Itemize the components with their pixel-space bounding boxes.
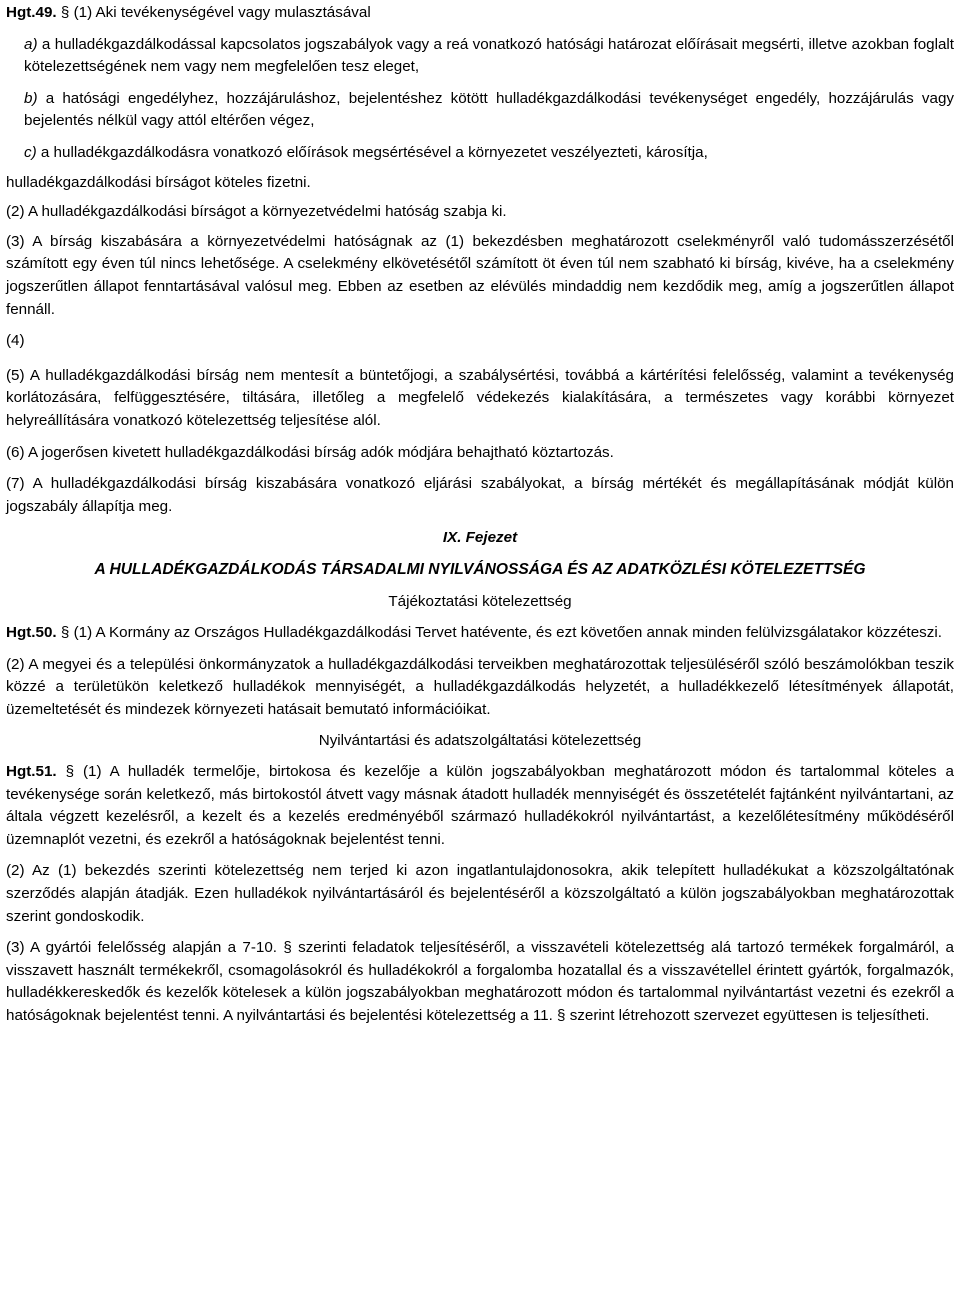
paragraph-1-tail: hulladékgazdálkodási bírságot köteles fizetni. [6, 173, 311, 191]
section-label: Hgt.50. [6, 624, 57, 642]
paragraph-text: (1) Aki tevékenységével vagy mulasztásával [73, 4, 371, 21]
paragraph-7: (7) A hulladékgazdálkodási bírság kiszabására vonatkozó eljárási szabályokat, a bírság mértékét és megállapításának módját külön jogszabály állapítja meg. [6, 475, 954, 515]
section-label: Hgt.49. [6, 4, 57, 21]
section-symbol: § [65, 763, 75, 781]
section-49-heading [6, 2, 954, 25]
point-text: a hatósági engedélyhez, hozzájáruláshoz, bejelentéshez kötött hulladékgazdálkodási tevékenységet engedély, hozzájárulás vagy bejelentés nélkül vagy attól eltérően végez, [24, 89, 954, 130]
paragraph-5: (5) A hulladékgazdálkodási bírság nem mentesít a büntetőjogi, a szabálysértési, továbbá a kártérítési felelősség, valamint a tevékenység korlátozására, felfüggesztésére, tiltására, illetőleg a megfelelő védekezés kialakítására, a természetes vagy korábbi környezet helyreállítására vonatkozó kötelezettség teljesítése alól. [6, 366, 954, 429]
point-letter: b) [24, 89, 38, 107]
chapter-title: A HULLADÉKGAZDÁLKODÁS TÁRSADALMI NYILVÁNOSSÁGA ÉS AZ ADATKÖZLÉSI KÖTELEZETTSÉG [94, 560, 866, 578]
paragraph-2: (2) A hulladékgazdálkodási bírságot a környezetvédelmi hatóság szabja ki. [6, 203, 507, 221]
point-a [6, 34, 954, 79]
section-50-paragraph-2: (2) A megyei és a települési önkormányzatok a hulladékgazdálkodási terveikben meghatározottak teljesüléséről szóló beszámolókban teszik közzé a területükön keletkező hulladékok mennyiségét, a hulladékgazdálkodás helyzetét, a hulladékkezelő létesítmények állapotát, üzemeltetését és mindezek környezeti hatásait bemutató információikat. [6, 655, 954, 718]
paragraph-text: (1) A Kormány az Országos Hulladékgazdálkodási Tervet hatévente, és ezt követően annak minden felülvizsgálatakor közzéteszi. [73, 624, 942, 642]
chapter-subtitle: Tájékoztatási kötelezettség [388, 593, 572, 611]
point-text: a hulladékgazdálkodással kapcsolatos jogszabályok vagy a reá vonatkozó hatósági határozat előírásait megsérti, illetve azokban foglalt kötelezettségének nem vagy nem megfelelően tesz eleget, [24, 35, 954, 76]
paragraph-text: (1) A hulladék termelője, birtokosa és kezelője a külön jogszabályokban meghatározott módon és tartalommal köteles a tevékenysége során keletkező, más birtokostól átvett vagy másnak átadott hulladék mennyiségét és összetételét fajtánként nyilvántartani, az általa végzett kezelésről, a kezelt és a kezelés eredményéből származó hulladékokról nyilvántartást, a kezelőlétesítmény működéséről üzemnaplót vezetni, és ezekről a hatóságoknak bejelentést tenni. [6, 763, 954, 848]
point-text: a hulladékgazdálkodásra vonatkozó előírások megsértésével a környezetet veszélyezteti, károsítja, [40, 143, 708, 161]
section-51-paragraph-3: (3) A gyártói felelősség alapján a 7-10. § szerinti feladatok teljesítéséről, a visszavételi kötelezettség alá tartozó termékek forgalmáról, a visszavett használt termékekről, csomagolásokról és hulladékokról a forgalomba hozatallal és a visszavétellel érintett gyártók, forgalmazók, hulladékkereskedők és kezelők kötelesek a külön jogszabályokban meghatározott módon és tartalommal nyilvántartást vezetni és ezekről a hatóságoknak bejelentést tenni. A nyilvántartási és bejelentési kötelezettség a 11. § szerint létrehozott szervezet együttesen is teljesítheti. [6, 939, 954, 1024]
paragraph-4: (4) [6, 332, 25, 350]
section-51-paragraph-2: (2) Az (1) bekezdés szerinti kötelezettség nem terjed ki azon ingatlantulajdonosokra, akik telepített hulladékukat a közszolgáltatónak szerződés alapján átadják. Ezen hulladékok nyilvántartásáról és bejelentéséről a közszolgáltató a külön jogszabályokban meghatározottak szerint gondoskodik. [6, 862, 954, 925]
section-symbol: § [60, 4, 70, 21]
section-51-paragraph-1 [6, 761, 954, 851]
point-letter: a) [24, 35, 38, 53]
point-letter: c) [24, 143, 37, 161]
paragraph-6: (6) A jogerősen kivetett hulladékgazdálkodási bírság adók módjára behajtható köztartozás. [6, 443, 614, 461]
paragraph-3: (3) A bírság kiszabására a környezetvédelmi hatóságnak az (1) bekezdésben meghatározott cselekményről való tudomásszerzésétől számított egy éven túl nincs lehetősége. A cselekmény elkövetésétől számított öt éven túl nem szabható ki bírság, kivéve, ha a cselekmény jogszerűtlen állapot fenntartásával valósul meg. Ebben az esetben az elévülés mindaddig nem kezdődik meg, amíg a jogszerűtlen állapot fennáll. [6, 232, 954, 318]
point-c [6, 142, 954, 165]
point-b [6, 88, 954, 133]
chapter-number: IX. Fejezet [442, 529, 518, 547]
section-50-paragraph-1 [6, 622, 954, 645]
chapter-subtitle: Nyilvántartási és adatszolgáltatási kötelezettség [318, 732, 642, 750]
section-symbol: § [60, 624, 70, 642]
section-label: Hgt.51. [6, 763, 57, 781]
